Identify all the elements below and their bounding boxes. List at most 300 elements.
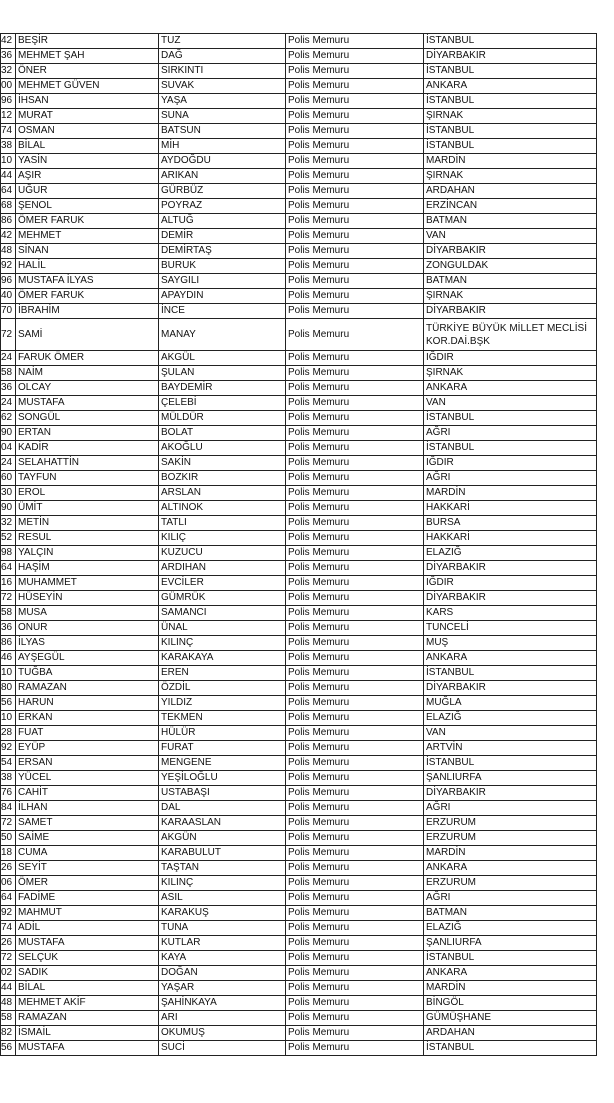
city-cell: DİYARBAKIR: [424, 304, 597, 319]
city-cell: BATMAN: [424, 906, 597, 921]
table-row: [1, 244, 597, 259]
job-title-cell: Polis Memuru: [286, 906, 424, 921]
surname-cell: ARSLAN: [159, 486, 286, 501]
job-title-cell: Polis Memuru: [286, 681, 424, 696]
row-number-cell: 86: [1, 214, 16, 229]
first-name-cell: MUHAMMET: [16, 576, 159, 591]
city-cell: MARDİN: [424, 154, 597, 169]
first-name-cell: YÜCEL: [16, 771, 159, 786]
row-number-cell: 44: [1, 981, 16, 996]
job-title-cell: Polis Memuru: [286, 456, 424, 471]
row-number-cell: 26: [1, 861, 16, 876]
first-name-cell: İSMAİL: [16, 1026, 159, 1041]
job-title-cell: Polis Memuru: [286, 801, 424, 816]
table-row: [1, 621, 597, 636]
personnel-table-body: [1, 34, 597, 1056]
surname-cell: EVCİLER: [159, 576, 286, 591]
surname-cell: BOLAT: [159, 426, 286, 441]
table-row: [1, 576, 597, 591]
surname-cell: SUNA: [159, 109, 286, 124]
first-name-cell: MEHMET ŞAH: [16, 49, 159, 64]
job-title-cell: Polis Memuru: [286, 366, 424, 381]
city-cell: HAKKARİ: [424, 501, 597, 516]
job-title-cell: Polis Memuru: [286, 229, 424, 244]
surname-cell: YAŞA: [159, 94, 286, 109]
row-number-cell: 76: [1, 786, 16, 801]
first-name-cell: ÖMER FARUK: [16, 289, 159, 304]
table-row: [1, 516, 597, 531]
job-title-cell: Polis Memuru: [286, 109, 424, 124]
first-name-cell: SONGÜL: [16, 411, 159, 426]
surname-cell: FURAT: [159, 741, 286, 756]
first-name-cell: ÜMİT: [16, 501, 159, 516]
city-cell: DİYARBAKIR: [424, 561, 597, 576]
surname-cell: ÖZDİL: [159, 681, 286, 696]
first-name-cell: ERTAN: [16, 426, 159, 441]
first-name-cell: ÖMER FARUK: [16, 214, 159, 229]
job-title-cell: Polis Memuru: [286, 319, 424, 351]
row-number-cell: 10: [1, 666, 16, 681]
surname-cell: BOZKIR: [159, 471, 286, 486]
surname-cell: YILDIZ: [159, 696, 286, 711]
city-cell: ŞANLIURFA: [424, 771, 597, 786]
table-row: [1, 981, 597, 996]
first-name-cell: CAHİT: [16, 786, 159, 801]
job-title-cell: Polis Memuru: [286, 214, 424, 229]
first-name-cell: ŞENOL: [16, 199, 159, 214]
row-number-cell: 12: [1, 109, 16, 124]
table-row: [1, 636, 597, 651]
first-name-cell: SAMET: [16, 816, 159, 831]
job-title-cell: Polis Memuru: [286, 891, 424, 906]
surname-cell: AYDOĞDU: [159, 154, 286, 169]
city-cell: İSTANBUL: [424, 411, 597, 426]
table-row: [1, 801, 597, 816]
row-number-cell: 00: [1, 79, 16, 94]
city-cell: IĞDIR: [424, 351, 597, 366]
row-number-cell: 10: [1, 711, 16, 726]
city-cell: TUNCELİ: [424, 621, 597, 636]
row-number-cell: 50: [1, 831, 16, 846]
surname-cell: DAL: [159, 801, 286, 816]
first-name-cell: NAİM: [16, 366, 159, 381]
job-title-cell: Polis Memuru: [286, 591, 424, 606]
table-row: [1, 229, 597, 244]
table-row: [1, 591, 597, 606]
surname-cell: HÜLÜR: [159, 726, 286, 741]
row-number-cell: 74: [1, 921, 16, 936]
city-cell: AĞRI: [424, 891, 597, 906]
row-number-cell: 48: [1, 244, 16, 259]
surname-cell: KARABULUT: [159, 846, 286, 861]
row-number-cell: 68: [1, 199, 16, 214]
table-row: [1, 786, 597, 801]
city-cell: BİNGÖL: [424, 996, 597, 1011]
table-row: [1, 441, 597, 456]
city-cell: DİYARBAKIR: [424, 591, 597, 606]
first-name-cell: BİLAL: [16, 981, 159, 996]
job-title-cell: Polis Memuru: [286, 771, 424, 786]
row-number-cell: 82: [1, 1026, 16, 1041]
table-row: [1, 816, 597, 831]
city-cell: İSTANBUL: [424, 666, 597, 681]
surname-cell: KARAASLAN: [159, 816, 286, 831]
surname-cell: BURUK: [159, 259, 286, 274]
job-title-cell: Polis Memuru: [286, 576, 424, 591]
surname-cell: AKGÜL: [159, 351, 286, 366]
table-row: [1, 471, 597, 486]
job-title-cell: Polis Memuru: [286, 711, 424, 726]
surname-cell: KUZUCU: [159, 546, 286, 561]
city-cell: DİYARBAKIR: [424, 681, 597, 696]
first-name-cell: MUSTAFA: [16, 396, 159, 411]
row-number-cell: 24: [1, 396, 16, 411]
first-name-cell: BEŞİR: [16, 34, 159, 49]
surname-cell: APAYDIN: [159, 289, 286, 304]
table-row: [1, 366, 597, 381]
city-cell: İSTANBUL: [424, 64, 597, 79]
table-row: [1, 861, 597, 876]
row-number-cell: 36: [1, 381, 16, 396]
job-title-cell: Polis Memuru: [286, 756, 424, 771]
job-title-cell: Polis Memuru: [286, 396, 424, 411]
first-name-cell: İHSAN: [16, 94, 159, 109]
first-name-cell: SAİME: [16, 831, 159, 846]
row-number-cell: 84: [1, 801, 16, 816]
row-number-cell: 42: [1, 34, 16, 49]
city-cell: İSTANBUL: [424, 34, 597, 49]
first-name-cell: SEYİT: [16, 861, 159, 876]
row-number-cell: 04: [1, 441, 16, 456]
row-number-cell: 44: [1, 169, 16, 184]
job-title-cell: Polis Memuru: [286, 876, 424, 891]
table-row: [1, 921, 597, 936]
surname-cell: ASIL: [159, 891, 286, 906]
job-title-cell: Polis Memuru: [286, 169, 424, 184]
job-title-cell: Polis Memuru: [286, 1011, 424, 1026]
job-title-cell: Polis Memuru: [286, 426, 424, 441]
city-cell: BURSA: [424, 516, 597, 531]
job-title-cell: Polis Memuru: [286, 139, 424, 154]
first-name-cell: MEHMET AKİF: [16, 996, 159, 1011]
first-name-cell: KADİR: [16, 441, 159, 456]
table-row: [1, 154, 597, 169]
job-title-cell: Polis Memuru: [286, 816, 424, 831]
surname-cell: KARAKAYA: [159, 651, 286, 666]
first-name-cell: AYŞEGÜL: [16, 651, 159, 666]
first-name-cell: OLCAY: [16, 381, 159, 396]
job-title-cell: Polis Memuru: [286, 381, 424, 396]
table-row: [1, 756, 597, 771]
job-title-cell: Polis Memuru: [286, 64, 424, 79]
first-name-cell: FUAT: [16, 726, 159, 741]
first-name-cell: MEHMET: [16, 229, 159, 244]
row-number-cell: 64: [1, 561, 16, 576]
city-cell: İSTANBUL: [424, 756, 597, 771]
city-cell: ANKARA: [424, 381, 597, 396]
city-cell: ZONGULDAK: [424, 259, 597, 274]
table-row: [1, 139, 597, 154]
city-cell: İSTANBUL: [424, 139, 597, 154]
first-name-cell: MUSTAFA: [16, 936, 159, 951]
table-row: [1, 711, 597, 726]
city-cell: VAN: [424, 229, 597, 244]
table-row: [1, 696, 597, 711]
table-row: [1, 486, 597, 501]
table-row: [1, 681, 597, 696]
row-number-cell: 64: [1, 891, 16, 906]
surname-cell: AKGÜN: [159, 831, 286, 846]
first-name-cell: MEHMET GÜVEN: [16, 79, 159, 94]
first-name-cell: UĞUR: [16, 184, 159, 199]
table-row: [1, 741, 597, 756]
first-name-cell: ONUR: [16, 621, 159, 636]
job-title-cell: Polis Memuru: [286, 94, 424, 109]
surname-cell: TAŞTAN: [159, 861, 286, 876]
table-row: [1, 456, 597, 471]
surname-cell: YEŞİLOĞLU: [159, 771, 286, 786]
first-name-cell: SAMİ: [16, 319, 159, 351]
first-name-cell: RAMAZAN: [16, 681, 159, 696]
city-cell: MARDİN: [424, 981, 597, 996]
row-number-cell: 90: [1, 501, 16, 516]
job-title-cell: Polis Memuru: [286, 786, 424, 801]
table-row: [1, 199, 597, 214]
row-number-cell: 98: [1, 546, 16, 561]
row-number-cell: 96: [1, 94, 16, 109]
job-title-cell: Polis Memuru: [286, 921, 424, 936]
city-cell: ŞIRNAK: [424, 366, 597, 381]
city-cell: İSTANBUL: [424, 441, 597, 456]
job-title-cell: Polis Memuru: [286, 546, 424, 561]
city-cell: DİYARBAKIR: [424, 244, 597, 259]
job-title-cell: Polis Memuru: [286, 696, 424, 711]
city-cell: ŞIRNAK: [424, 289, 597, 304]
table-row: [1, 289, 597, 304]
job-title-cell: Polis Memuru: [286, 531, 424, 546]
first-name-cell: ÖMER: [16, 876, 159, 891]
first-name-cell: ADİL: [16, 921, 159, 936]
row-number-cell: 24: [1, 456, 16, 471]
table-row: [1, 891, 597, 906]
surname-cell: MANAY: [159, 319, 286, 351]
surname-cell: SAYGILI: [159, 274, 286, 289]
surname-cell: TATLI: [159, 516, 286, 531]
city-cell: İSTANBUL: [424, 1041, 597, 1056]
row-number-cell: 06: [1, 876, 16, 891]
job-title-cell: Polis Memuru: [286, 846, 424, 861]
job-title-cell: Polis Memuru: [286, 621, 424, 636]
city-cell: ARTVİN: [424, 741, 597, 756]
first-name-cell: TUĞBA: [16, 666, 159, 681]
row-number-cell: 48: [1, 996, 16, 1011]
surname-cell: DAĞ: [159, 49, 286, 64]
table-row: [1, 304, 597, 319]
surname-cell: DOĞAN: [159, 966, 286, 981]
surname-cell: MÜLDÜR: [159, 411, 286, 426]
table-row: [1, 79, 597, 94]
surname-cell: KILIÇ: [159, 531, 286, 546]
table-row: [1, 214, 597, 229]
table-row: [1, 426, 597, 441]
first-name-cell: FARUK ÖMER: [16, 351, 159, 366]
table-row: [1, 561, 597, 576]
city-cell: İSTANBUL: [424, 124, 597, 139]
first-name-cell: HARUN: [16, 696, 159, 711]
job-title-cell: Polis Memuru: [286, 441, 424, 456]
table-row: [1, 381, 597, 396]
surname-cell: BATSUN: [159, 124, 286, 139]
surname-cell: İNCE: [159, 304, 286, 319]
row-number-cell: 86: [1, 636, 16, 651]
city-cell: BATMAN: [424, 274, 597, 289]
row-number-cell: 72: [1, 591, 16, 606]
job-title-cell: Polis Memuru: [286, 981, 424, 996]
job-title-cell: Polis Memuru: [286, 561, 424, 576]
row-number-cell: 46: [1, 651, 16, 666]
city-cell: AĞRI: [424, 426, 597, 441]
table-row: [1, 411, 597, 426]
table-row: [1, 876, 597, 891]
surname-cell: TEKMEN: [159, 711, 286, 726]
job-title-cell: Polis Memuru: [286, 351, 424, 366]
city-cell: ANKARA: [424, 966, 597, 981]
first-name-cell: BİLAL: [16, 139, 159, 154]
row-number-cell: 56: [1, 1041, 16, 1056]
job-title-cell: Polis Memuru: [286, 471, 424, 486]
job-title-cell: Polis Memuru: [286, 501, 424, 516]
row-number-cell: 62: [1, 411, 16, 426]
row-number-cell: 42: [1, 229, 16, 244]
first-name-cell: MUSA: [16, 606, 159, 621]
city-cell: MUŞ: [424, 636, 597, 651]
row-number-cell: 52: [1, 531, 16, 546]
surname-cell: ARI: [159, 1011, 286, 1026]
surname-cell: OKUMUŞ: [159, 1026, 286, 1041]
job-title-cell: Polis Memuru: [286, 486, 424, 501]
first-name-cell: SELAHATTİN: [16, 456, 159, 471]
surname-cell: BAYDEMİR: [159, 381, 286, 396]
job-title-cell: Polis Memuru: [286, 636, 424, 651]
job-title-cell: Polis Memuru: [286, 259, 424, 274]
table-row: [1, 1026, 597, 1041]
first-name-cell: METİN: [16, 516, 159, 531]
city-cell: ERZURUM: [424, 831, 597, 846]
first-name-cell: İBRAHİM: [16, 304, 159, 319]
city-cell: MARDİN: [424, 846, 597, 861]
surname-cell: MENGENE: [159, 756, 286, 771]
row-number-cell: 32: [1, 64, 16, 79]
row-number-cell: 40: [1, 289, 16, 304]
first-name-cell: TAYFUN: [16, 471, 159, 486]
city-cell: ANKARA: [424, 79, 597, 94]
row-number-cell: 36: [1, 49, 16, 64]
table-row: [1, 606, 597, 621]
table-row: [1, 1041, 597, 1056]
row-number-cell: 92: [1, 906, 16, 921]
row-number-cell: 72: [1, 816, 16, 831]
surname-cell: SUCİ: [159, 1041, 286, 1056]
row-number-cell: 54: [1, 756, 16, 771]
city-cell: VAN: [424, 396, 597, 411]
table-row: [1, 771, 597, 786]
city-cell: DİYARBAKIR: [424, 786, 597, 801]
surname-cell: EREN: [159, 666, 286, 681]
surname-cell: SUVAK: [159, 79, 286, 94]
table-row: [1, 94, 597, 109]
city-cell: ELAZIĞ: [424, 546, 597, 561]
row-number-cell: 74: [1, 124, 16, 139]
job-title-cell: Polis Memuru: [286, 154, 424, 169]
surname-cell: SAKİN: [159, 456, 286, 471]
city-cell: MUĞLA: [424, 696, 597, 711]
row-number-cell: 96: [1, 274, 16, 289]
job-title-cell: Polis Memuru: [286, 79, 424, 94]
city-cell: İSTANBUL: [424, 951, 597, 966]
row-number-cell: 64: [1, 184, 16, 199]
first-name-cell: MUSTAFA İLYAS: [16, 274, 159, 289]
first-name-cell: YASİN: [16, 154, 159, 169]
table-row: [1, 531, 597, 546]
city-cell: ANKARA: [424, 861, 597, 876]
surname-cell: KILINÇ: [159, 636, 286, 651]
job-title-cell: Polis Memuru: [286, 996, 424, 1011]
table-row: [1, 501, 597, 516]
table-row: [1, 259, 597, 274]
city-cell: DİYARBAKIR: [424, 49, 597, 64]
job-title-cell: Polis Memuru: [286, 1041, 424, 1056]
row-number-cell: 28: [1, 726, 16, 741]
surname-cell: ALTINOK: [159, 501, 286, 516]
table-row: [1, 319, 597, 351]
first-name-cell: İLHAN: [16, 801, 159, 816]
table-row: [1, 966, 597, 981]
surname-cell: ŞULAN: [159, 366, 286, 381]
table-row: [1, 666, 597, 681]
row-number-cell: 92: [1, 741, 16, 756]
job-title-cell: Polis Memuru: [286, 34, 424, 49]
table-row: [1, 109, 597, 124]
first-name-cell: EYÜP: [16, 741, 159, 756]
job-title-cell: Polis Memuru: [286, 289, 424, 304]
row-number-cell: 72: [1, 319, 16, 351]
surname-cell: DEMİRTAŞ: [159, 244, 286, 259]
surname-cell: TUNA: [159, 921, 286, 936]
row-number-cell: 32: [1, 516, 16, 531]
first-name-cell: SADIK: [16, 966, 159, 981]
city-cell: ŞANLIURFA: [424, 936, 597, 951]
row-number-cell: 58: [1, 606, 16, 621]
city-cell: KARS: [424, 606, 597, 621]
table-row: [1, 64, 597, 79]
first-name-cell: ÖNER: [16, 64, 159, 79]
first-name-cell: RESUL: [16, 531, 159, 546]
job-title-cell: Polis Memuru: [286, 861, 424, 876]
row-number-cell: 10: [1, 154, 16, 169]
table-row: [1, 951, 597, 966]
job-title-cell: Polis Memuru: [286, 726, 424, 741]
surname-cell: USTABAŞI: [159, 786, 286, 801]
city-cell: VAN: [424, 726, 597, 741]
table-row: [1, 274, 597, 289]
row-number-cell: 92: [1, 259, 16, 274]
job-title-cell: Polis Memuru: [286, 831, 424, 846]
surname-cell: MİH: [159, 139, 286, 154]
table-row: [1, 396, 597, 411]
city-cell: ELAZIĞ: [424, 921, 597, 936]
job-title-cell: Polis Memuru: [286, 274, 424, 289]
first-name-cell: HALİL: [16, 259, 159, 274]
